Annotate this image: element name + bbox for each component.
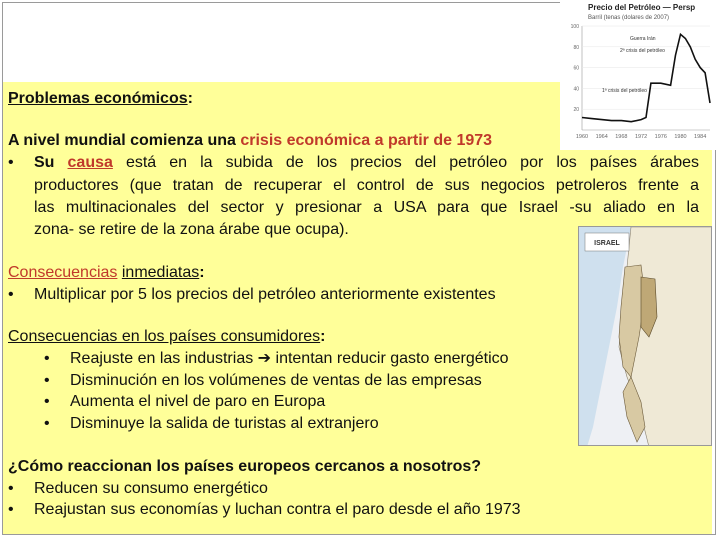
chart-annotation-crisis1: 1ª crisis del petróleo	[602, 88, 647, 94]
cause-lead: Su	[34, 154, 68, 171]
chart-x-tick-label: 1976	[654, 134, 667, 140]
israel-map	[578, 226, 712, 446]
consumers-title-text: Consecuencias en los países consumidores	[8, 328, 321, 345]
chart-x-tick-label: 1980	[674, 134, 687, 140]
intro-line	[8, 130, 492, 151]
question-bullet-2: •	[8, 501, 14, 518]
question-item-2: Reajustan sus economías y luchan contra el paro desde el año 1973	[34, 501, 521, 518]
chart-x-tick-label: 1984	[694, 134, 707, 140]
question-bullet-1: •	[8, 480, 14, 497]
immediate-item-1: Multiplicar por 5 los precios del petróleo anteriormente existentes	[34, 286, 496, 303]
chart-y-tick-label: 20	[573, 107, 579, 114]
cause-line-2: productores (que tratan de recuperar el control de sus negocios petroleros frente a	[34, 177, 699, 194]
immediate-colon: :	[199, 264, 205, 281]
oil-price-chart-svg	[560, 0, 720, 150]
consumers-title	[8, 326, 326, 347]
cause-bullet: •	[8, 154, 14, 171]
heading-colon: :	[187, 90, 193, 107]
cause-word: causa	[67, 154, 113, 171]
map-caption: ISRAEL	[594, 240, 620, 247]
cause-line-1	[34, 152, 699, 173]
section-heading	[8, 88, 193, 109]
cause-line-4: zona- se retire de la zona árabe que ocupa).	[34, 221, 349, 238]
chart-x-tick-label: 1968	[615, 134, 628, 140]
cause-line-1-rest: está en la subida de los precios del petróleo por los países árabes	[112, 154, 699, 171]
consumers-item-3: Aumenta el nivel de paro en Europa	[70, 393, 326, 410]
chart-y-tick-label: 80	[573, 44, 579, 51]
consumers-item-2: Disminución en los volúmenes de ventas de las empresas	[70, 372, 482, 389]
intro-prefix: A nivel mundial comienza una	[8, 132, 241, 149]
immediate-bullet: •	[8, 286, 14, 303]
consumers-colon: :	[320, 328, 326, 345]
chart-x-tick-label: 1972	[634, 134, 648, 140]
consumers-bullet-4: •	[44, 415, 50, 432]
chart-y-tick-label: 100	[570, 24, 579, 30]
chart-subtitle: Barril (tenas (dolares de 2007)	[588, 15, 670, 21]
chart-y-tick-label: 60	[573, 65, 579, 72]
chart-annotation-crisis2: 2ª crisis del petróleo	[620, 48, 665, 54]
intro-highlight: crisis económica a partir de 1973	[240, 132, 493, 149]
cause-line-3: las multinacionales del sector y presionar a USA para que Israel -su aliado en la	[34, 199, 699, 216]
arrow-icon: ➔	[257, 350, 272, 367]
consumers-item-1	[70, 348, 509, 369]
oil-price-chart	[560, 0, 720, 150]
chart-annotation-guerra: Guerra Irán	[630, 36, 656, 42]
consumers-item-1-a: Reajuste en las industrias	[70, 350, 258, 367]
question-item-1: Reducen su consumo energético	[34, 480, 268, 497]
consumers-bullet-1: •	[44, 350, 50, 367]
consumers-bullet-2: •	[44, 372, 50, 389]
question-title: ¿Cómo reaccionan los países europeos cercanos a nosotros?	[8, 458, 482, 475]
immediate-title-b: inmediatas	[121, 264, 200, 281]
consumers-item-1-b: intentan reducir gasto energético	[271, 350, 509, 367]
consumers-item-4: Disminuye la salida de turistas al extranjero	[70, 415, 379, 432]
chart-x-ticks	[576, 134, 706, 140]
heading-text: Problemas económicos	[8, 90, 188, 107]
chart-x-tick-label: 1964	[595, 134, 608, 140]
consumers-bullet-3: •	[44, 393, 50, 410]
immediate-title	[8, 262, 205, 283]
chart-title: Precio del Petróleo — Persp	[588, 3, 696, 12]
chart-y-tick-label: 40	[573, 86, 579, 93]
israel-map-svg	[579, 227, 712, 446]
chart-x-tick-label: 1960	[575, 134, 589, 140]
immediate-title-a: Consecuencias	[8, 264, 118, 281]
